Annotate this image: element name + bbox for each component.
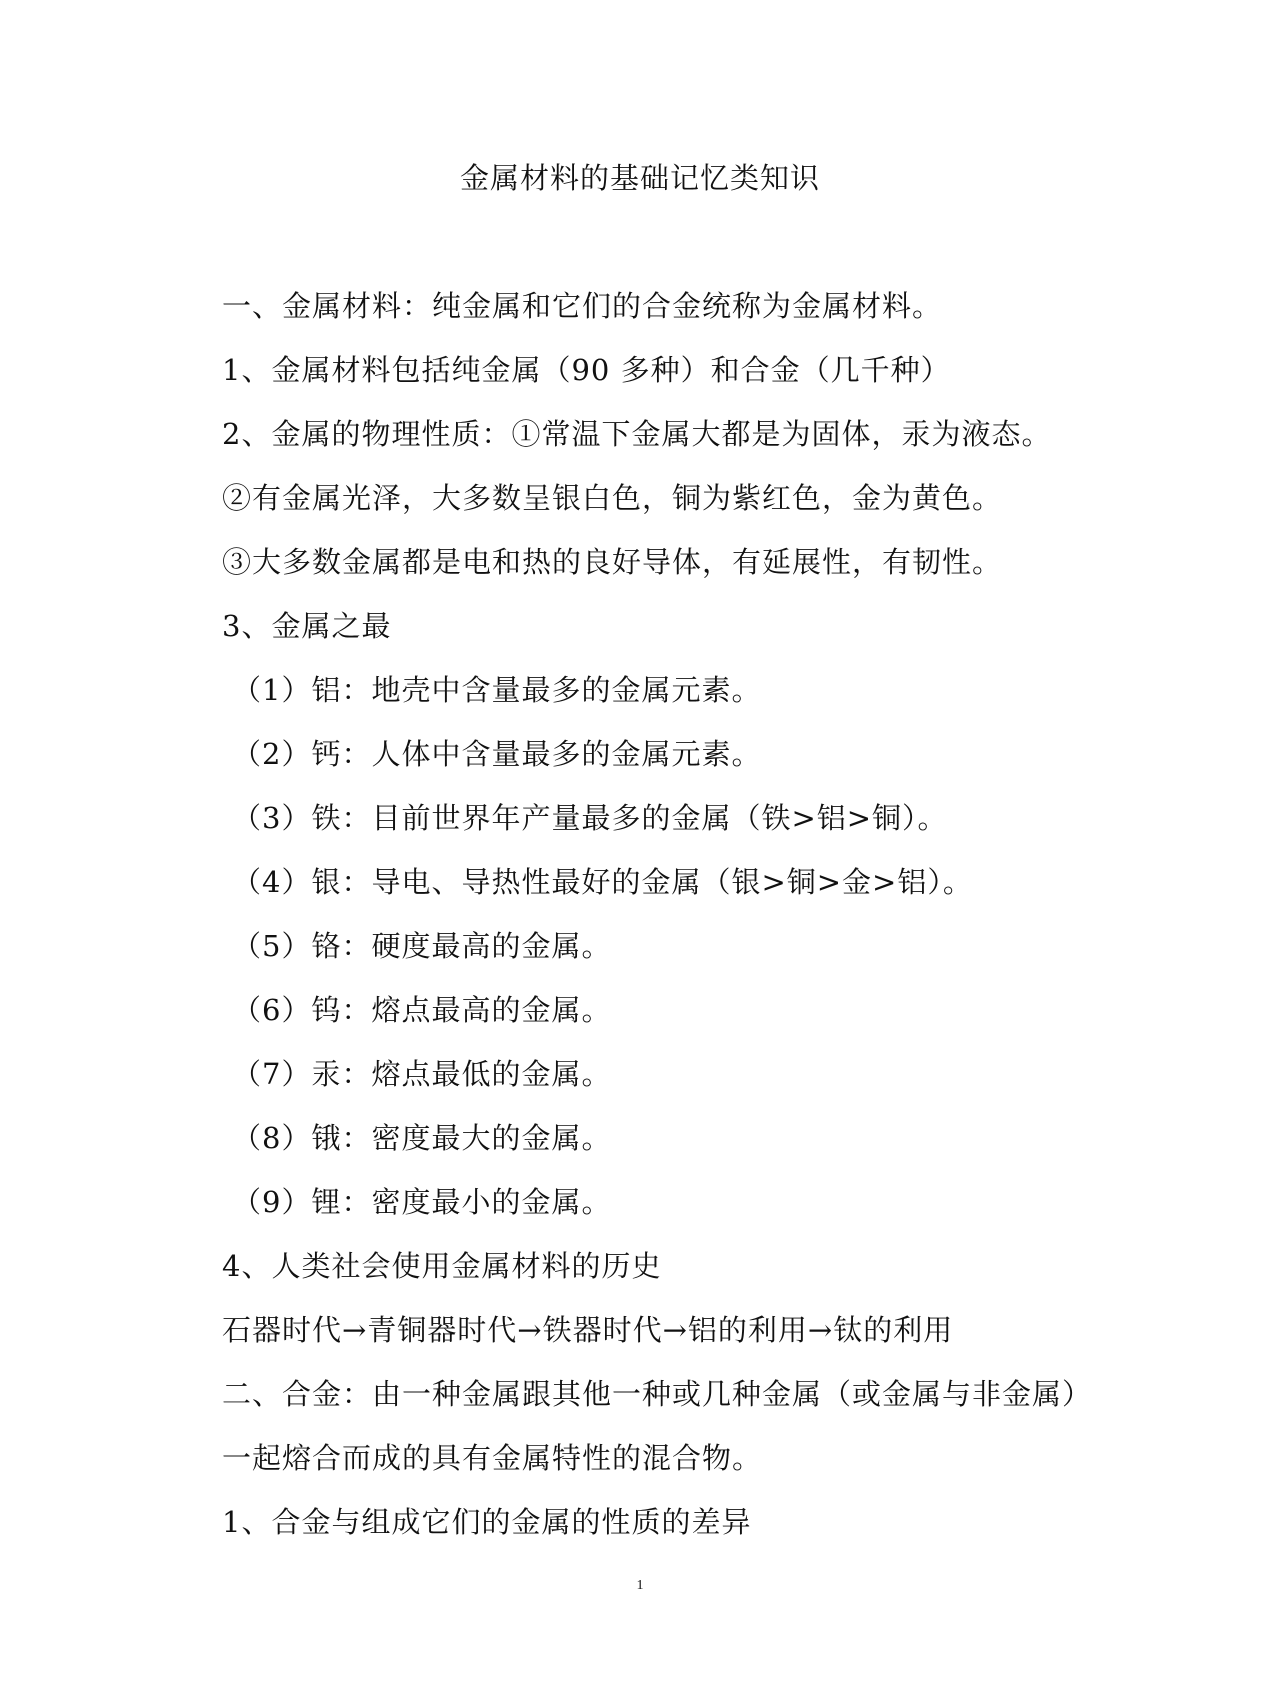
section-heading-alloys: 二、合金：由一种金属跟其他一种或几种金属（或金属与非金属） xyxy=(222,1377,1093,1411)
document-body xyxy=(222,286,1122,1566)
text-line: 1、金属材料包括纯金属（90 多种）和合金（几千种） xyxy=(222,353,951,387)
text-line: 一起熔合而成的具有金属特性的混合物。 xyxy=(222,1441,763,1475)
text-line: ②有金属光泽，大多数呈银白色，铜为紫红色，金为黄色。 xyxy=(222,481,1003,515)
subheading-history: 4、人类社会使用金属材料的历史 xyxy=(222,1249,662,1283)
page-number: 1 xyxy=(636,1578,644,1593)
list-item: （8）锇：密度最大的金属。 xyxy=(232,1121,612,1155)
list-item: （6）钨：熔点最高的金属。 xyxy=(232,993,612,1027)
list-item: （1）铝：地壳中含量最多的金属元素。 xyxy=(232,673,762,707)
text-line: 石器时代→青铜器时代→铁器时代→铝的利用→钛的利用 xyxy=(222,1313,954,1347)
text-line: ③大多数金属都是电和热的良好导体，有延展性，有韧性。 xyxy=(222,545,1003,579)
subheading-alloy-differences: 1、合金与组成它们的金属的性质的差异 xyxy=(222,1505,752,1539)
list-item: （4）银：导电、导热性最好的金属（银>铜>金>铝）。 xyxy=(232,865,973,899)
document-title: 金属材料的基础记忆类知识 xyxy=(459,161,820,195)
text-line: 2、金属的物理性质：①常温下金属大都是为固体，汞为液态。 xyxy=(222,417,1052,451)
list-item: （9）锂：密度最小的金属。 xyxy=(232,1185,612,1219)
list-item: （7）汞：熔点最低的金属。 xyxy=(232,1057,612,1091)
list-item: （2）钙：人体中含量最多的金属元素。 xyxy=(232,737,762,771)
list-item: （5）铬：硬度最高的金属。 xyxy=(232,929,612,963)
section-heading-metal-materials: 一、金属材料：纯金属和它们的合金统称为金属材料。 xyxy=(222,289,943,323)
subheading-metal-records: 3、金属之最 xyxy=(222,609,392,643)
list-item: （3）铁：目前世界年产量最多的金属（铁>铝>铜）。 xyxy=(232,801,948,835)
